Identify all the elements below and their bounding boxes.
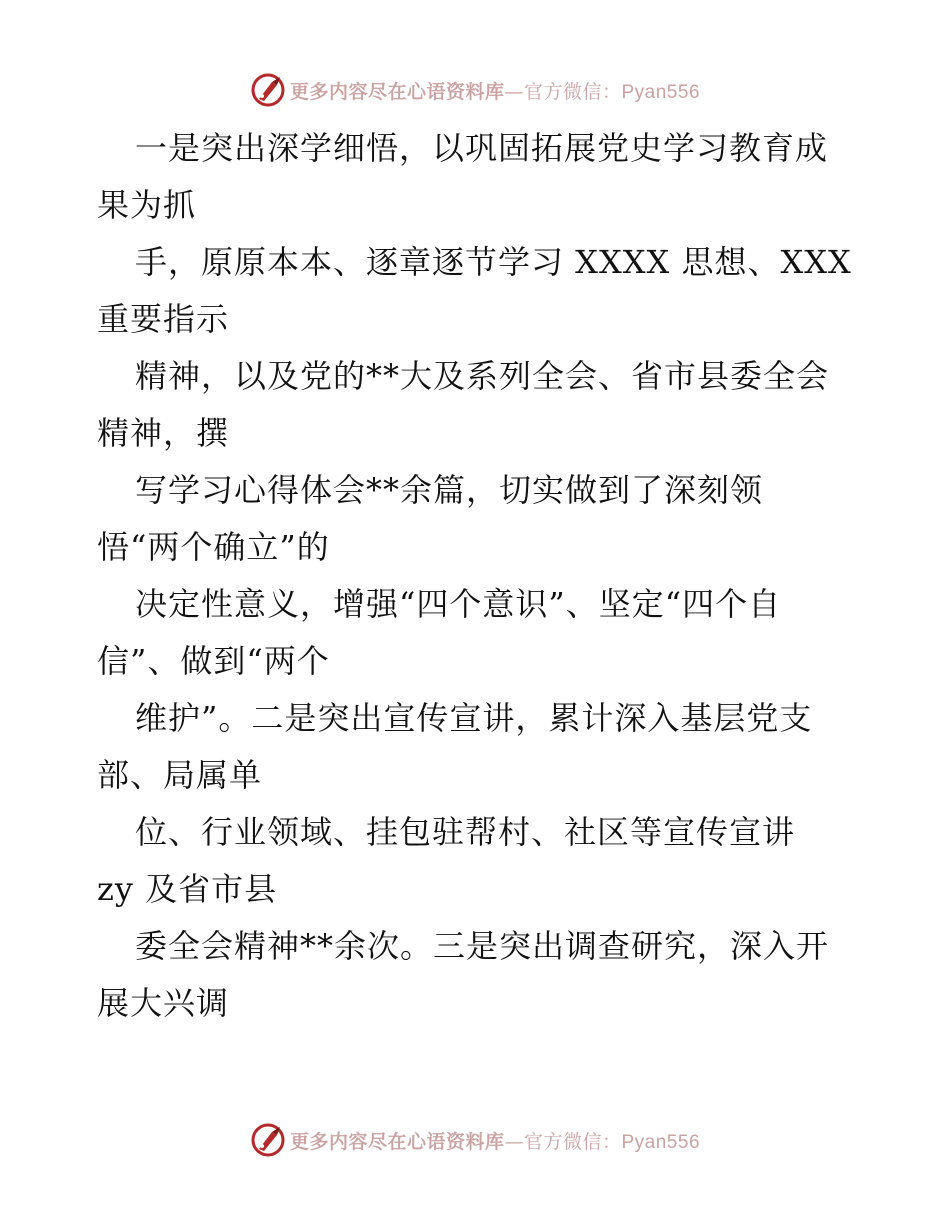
header-banner-text <box>290 77 700 104</box>
banner-wechat-id: Pyan556 <box>621 81 701 103</box>
body-line: 展大兴调 <box>97 984 230 1022</box>
body-line: 悟“两个确立”的 <box>97 528 330 566</box>
banner-main-text: 更多内容尽在心语资料库 <box>289 80 505 103</box>
body-line: 信”、做到“两个 <box>97 642 330 680</box>
quill-logo-icon <box>250 1122 286 1158</box>
footer-banner-text <box>290 1127 700 1154</box>
banner-dash: — <box>504 1130 524 1153</box>
body-line: 写学习心得体会**余篇，切实做到了深刻领 <box>135 471 764 509</box>
banner-wechat-label: 官方微信： <box>523 1130 622 1153</box>
body-line: 重要指示 <box>97 300 230 338</box>
body-line: 决定性意义，增强“四个意识”、坚定“四个自 <box>135 585 782 623</box>
document-body <box>97 120 867 1032</box>
banner-main-text: 更多内容尽在心语资料库 <box>289 1130 505 1153</box>
body-line: 委全会精神**余次。三是突出调查研究，深入开 <box>135 927 830 965</box>
body-line: 一是突出深学细悟，以巩固拓展党史学习教育成 <box>135 129 829 167</box>
header-banner <box>0 70 950 110</box>
banner-dash: — <box>504 80 524 103</box>
quill-logo-icon <box>250 72 286 108</box>
banner-wechat-label: 官方微信： <box>523 80 622 103</box>
body-line: 位、行业领域、挂包驻帮村、社区等宣传宣讲 <box>135 813 796 851</box>
footer-banner <box>0 1120 950 1160</box>
body-line: 果为抓 <box>97 186 197 224</box>
body-line: 维护”。二是突出宣传宣讲，累计深入基层党支 <box>135 699 813 737</box>
body-line: 精神，撰 <box>97 414 230 452</box>
banner-wechat-id: Pyan556 <box>621 1131 701 1153</box>
body-line: zy 及省市县 <box>97 870 278 908</box>
body-line: 手，原原本本、逐章逐节学习 XXXX 思想、XXX <box>135 243 852 281</box>
body-line: 精神，以及党的**大及系列全会、省市县委全会 <box>135 357 830 395</box>
body-line: 部、局属单 <box>97 756 263 794</box>
